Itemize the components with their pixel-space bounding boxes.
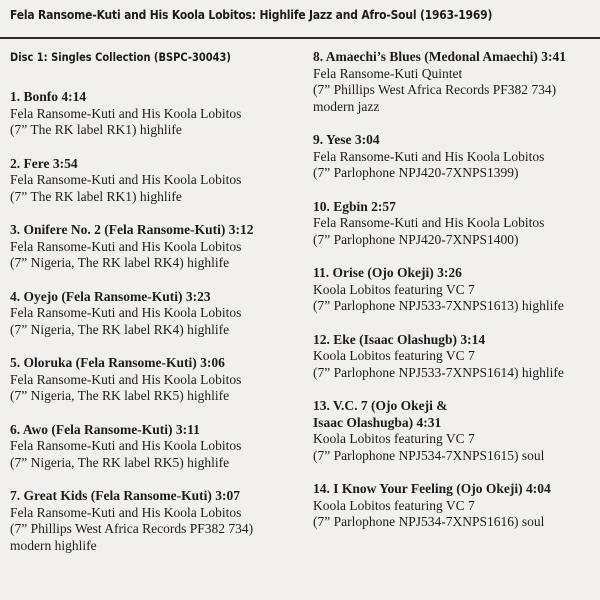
track-6 xyxy=(10,422,300,472)
track-release: (7” The RK label RK1) highlife xyxy=(10,122,182,137)
track-10 xyxy=(313,199,598,249)
track-4 xyxy=(10,289,300,339)
left-column xyxy=(10,47,300,571)
track-release: (7” Phillips West Africa Records PF382 734) xyxy=(10,521,254,536)
track-genre: modern highlife xyxy=(10,537,97,553)
track-5 xyxy=(10,355,300,405)
track-artist: Fela Ransome-Kuti and His Koola Lobitos xyxy=(313,148,545,164)
track-artist: Fela Ransome-Kuti and His Koola Lobitos xyxy=(10,105,242,121)
track-artist: Fela Ransome-Kuti and His Koola Lobitos xyxy=(313,215,545,230)
track-title: 1. Bonfo 4:14 xyxy=(10,89,87,104)
track-11 xyxy=(313,265,598,315)
track-title: 7. Great Kids (Fela Ransome-Kuti) 3:07 xyxy=(10,488,240,503)
track-3 xyxy=(10,222,300,272)
track-artist: Fela Ransome-Kuti and His Koola Lobitos xyxy=(10,371,242,387)
track-title: 14. I Know Your Feeling (Ojo Okeji) 4:04 xyxy=(313,481,551,496)
track-artist: Koola Lobitos featuring VC 7 xyxy=(313,348,475,363)
track-2 xyxy=(10,156,300,206)
track-title: 6. Awo (Fela Ransome-Kuti) 3:11 xyxy=(10,421,200,437)
track-title: 13. V.C. 7 (Ojo Okeji & xyxy=(313,398,448,413)
track-release: (7” Parlophone NPJ420-7XNPS1399) xyxy=(313,165,519,180)
track-genre: modern jazz xyxy=(313,98,380,114)
track-release: (7” Parlophone NPJ420-7XNPS1400) xyxy=(313,231,519,247)
track-release: (7” Nigeria, The RK label RK5) highlife xyxy=(10,454,230,470)
track-artist: Koola Lobitos featuring VC 7 xyxy=(313,281,475,297)
disc-heading: Disc 1: Singles Collection (BSPC-30043) xyxy=(10,50,231,64)
track-title: 11. Orise (Ojo Okeji) 3:26 xyxy=(313,265,462,280)
track-release: (7” Nigeria, The RK label RK5) highlife xyxy=(10,388,230,403)
track-release: (7” Nigeria, The RK label RK4) highlife xyxy=(10,321,230,337)
track-title: 5. Oloruka (Fela Ransome-Kuti) 3:06 xyxy=(10,355,225,370)
track-title-continued: Isaac Olashugba) 4:31 xyxy=(313,414,442,430)
track-7 xyxy=(10,488,300,554)
track-release: (7” Parlophone NPJ533-7XNPS1614) highlife xyxy=(313,364,564,380)
track-release: (7” Parlophone NPJ534-7XNPS1615) soul xyxy=(313,447,545,463)
track-title: 8. Amaechi’s Blues (Medonal Amaechi) 3:41 xyxy=(313,49,566,64)
track-title: 3. Onifere No. 2 (Fela Ransome-Kuti) 3:12 xyxy=(10,222,254,237)
track-artist: Fela Ransome-Kuti Quintet xyxy=(313,65,463,81)
track-14 xyxy=(313,481,598,531)
track-title: 10. Egbin 2:57 xyxy=(313,198,396,214)
track-13 xyxy=(313,398,598,464)
track-title: 9. Yese 3:04 xyxy=(313,132,380,147)
track-1 xyxy=(10,89,300,139)
track-release: (7” Parlophone NPJ534-7XNPS1616) soul xyxy=(313,514,545,529)
title-divider xyxy=(0,37,600,39)
track-title: 4. Oyejo (Fela Ransome-Kuti) 3:23 xyxy=(10,288,211,304)
track-artist: Koola Lobitos featuring VC 7 xyxy=(313,431,475,446)
track-release: (7” Nigeria, The RK label RK4) highlife xyxy=(10,255,230,270)
track-title: 2. Fere 3:54 xyxy=(10,155,78,171)
track-12 xyxy=(313,332,598,382)
track-artist: Fela Ransome-Kuti and His Koola Lobitos xyxy=(10,305,242,320)
track-title: 12. Eke (Isaac Olashugb) 3:14 xyxy=(313,331,486,347)
track-9 xyxy=(313,132,598,182)
track-release: (7” Parlophone NPJ533-7XNPS1613) highlife xyxy=(313,298,564,313)
track-release: (7” Phillips West Africa Records PF382 734) xyxy=(313,82,557,97)
page-title: Fela Ransome-Kuti and His Koola Lobitos: Highlife Jazz and Afro-Soul (1963-1969) xyxy=(10,7,493,22)
track-release: (7” The RK label RK1) highlife xyxy=(10,188,182,204)
track-artist: Koola Lobitos featuring VC 7 xyxy=(313,497,475,513)
track-8 xyxy=(313,49,598,115)
track-artist: Fela Ransome-Kuti and His Koola Lobitos xyxy=(10,438,242,453)
right-column xyxy=(313,47,598,548)
track-artist: Fela Ransome-Kuti and His Koola Lobitos xyxy=(10,172,242,187)
track-artist: Fela Ransome-Kuti and His Koola Lobitos xyxy=(10,238,242,254)
track-artist: Fela Ransome-Kuti and His Koola Lobitos xyxy=(10,504,242,520)
